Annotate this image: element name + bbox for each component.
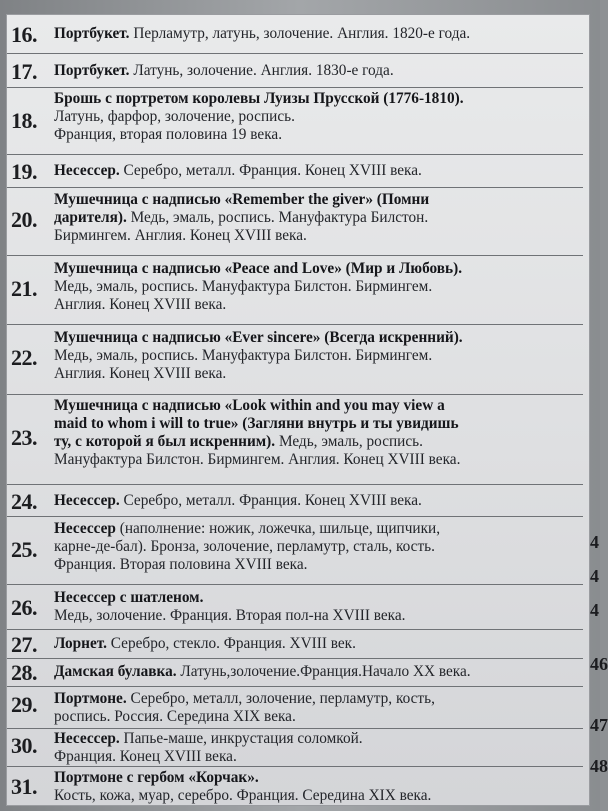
item-number: 31. bbox=[11, 774, 37, 799]
item-title: Несессер с шатленом. bbox=[54, 589, 204, 606]
item-description: Англия. Конец XVIII века. bbox=[54, 365, 227, 382]
item-description: Франция. Конец XVIII века. bbox=[54, 748, 237, 765]
item-title: Несессер. bbox=[54, 492, 120, 509]
item-number: 19. bbox=[11, 159, 37, 184]
item-title: maid to whom i will to true» (Загляни внутрь и ты увидишь bbox=[54, 415, 459, 432]
list-item bbox=[7, 658, 583, 686]
item-title: Мушечница с надписью «Ever sincere» (Всегда искренний). bbox=[54, 329, 463, 346]
item-description: Латунь, золочение. Англия. 1830-е года. bbox=[133, 62, 394, 79]
list-item bbox=[7, 766, 583, 807]
item-number: 23. bbox=[11, 425, 37, 450]
adjacent-card-number: 4 bbox=[590, 600, 599, 620]
item-description: Медь, эмаль, роспись. bbox=[278, 433, 423, 450]
item-number: 18. bbox=[11, 108, 37, 133]
item-number: 25. bbox=[11, 537, 37, 562]
item-description: роспись. Россия. Середина XIX века. bbox=[54, 708, 296, 725]
item-title: Портбукет. bbox=[54, 25, 130, 42]
item-title: Портмоне с гербом «Корчак». bbox=[54, 769, 259, 786]
item-description: Франция, вторая половина 19 века. bbox=[54, 126, 283, 143]
item-description: (наполнение: ножик, ложечка, шильце, щипчики, bbox=[119, 520, 441, 537]
item-number: 26. bbox=[11, 595, 37, 620]
exhibit-label-card bbox=[6, 14, 590, 806]
item-description: Серебро, стекло. Франция. XVIII век. bbox=[110, 635, 356, 652]
item-title: Мушечница с надписью «Peace and Love» (Мир и Любовь). bbox=[54, 260, 463, 277]
item-description: Бирмингем. Англия. Конец XVIII века. bbox=[54, 227, 307, 244]
item-title: Несессер bbox=[54, 520, 116, 537]
item-title: Дамская булавка. bbox=[54, 663, 177, 680]
item-number: 22. bbox=[11, 345, 37, 370]
item-number: 28. bbox=[11, 660, 37, 685]
item-description: Медь, эмаль, роспись. Мануфактура Билстон. Бирмингем. bbox=[54, 278, 433, 295]
item-number: 17. bbox=[11, 59, 37, 84]
list-item bbox=[7, 15, 583, 53]
item-title: Лорнет. bbox=[54, 635, 107, 652]
adjacent-card-number: 48 bbox=[590, 756, 608, 776]
list-item bbox=[7, 584, 583, 629]
item-description: Перламутр, латунь, золочение. Англия. 1820-е года. bbox=[133, 25, 471, 42]
item-description: Мануфактура Билстон. Бирмингем. Англия. Конец XVIII века. bbox=[54, 451, 461, 468]
list-item bbox=[7, 87, 583, 154]
item-description: Медь, золочение. Франция. Вторая пол-на XVIII века. bbox=[54, 607, 406, 624]
list-item bbox=[7, 686, 583, 728]
list-item bbox=[7, 728, 583, 766]
item-number: 24. bbox=[11, 489, 37, 514]
adjacent-card-number: 46 bbox=[590, 654, 608, 674]
item-title: Несессер. bbox=[54, 730, 120, 747]
list-item bbox=[7, 187, 583, 255]
list-item bbox=[7, 53, 583, 87]
item-number: 27. bbox=[11, 632, 37, 657]
item-title: Портмоне. bbox=[54, 690, 127, 707]
item-description: Серебро, металл. Франция. Конец XVIII века. bbox=[123, 162, 422, 179]
list-item bbox=[7, 484, 583, 516]
item-description: Серебро, металл, золочение, перламутр, кость, bbox=[130, 690, 435, 707]
list-item bbox=[7, 154, 583, 187]
item-description: Англия. Конец XVIII века. bbox=[54, 296, 227, 313]
item-description: Медь, эмаль, роспись. Мануфактура Билстон. bbox=[130, 209, 429, 226]
item-number: 20. bbox=[11, 207, 37, 232]
item-title: Несессер. bbox=[54, 162, 120, 179]
item-title: Портбукет. bbox=[54, 62, 130, 79]
list-item bbox=[7, 629, 583, 658]
item-description: Серебро, металл. Франция. Конец XVIII века. bbox=[123, 492, 422, 509]
item-description: Латунь, фарфор, золочение, роспись. bbox=[54, 108, 295, 125]
item-number: 30. bbox=[11, 733, 37, 758]
item-title: Брошь с портретом королевы Луизы Прусской (1776-1810). bbox=[54, 90, 464, 107]
adjacent-card-number: 4 bbox=[590, 532, 599, 552]
list-item bbox=[7, 394, 583, 484]
item-description: Медь, эмаль, роспись. Мануфактура Билстон. Бирмингем. bbox=[54, 347, 433, 364]
item-description: Латунь,золочение.Франция.Начало XX века. bbox=[180, 663, 471, 680]
adjacent-card-number: 4 bbox=[590, 566, 599, 586]
item-number: 21. bbox=[11, 276, 37, 301]
item-number: 16. bbox=[11, 22, 37, 47]
item-description: Папье-маше, инкрустация соломкой. bbox=[123, 730, 363, 747]
item-description: карне-де-бал). Бронза, золочение, перламутр, сталь, кость. bbox=[54, 538, 435, 555]
item-description: Кость, кожа, муар, серебро. Франция. Середина XIX века. bbox=[54, 787, 432, 804]
item-number: 29. bbox=[11, 692, 37, 717]
list-item bbox=[7, 255, 583, 324]
item-title: ту, с которой я был искренним). bbox=[54, 433, 276, 450]
adjacent-card-number: 47 bbox=[590, 715, 608, 735]
item-description: Франция. Вторая половина XVIII века. bbox=[54, 556, 308, 573]
item-title: Мушечница с надписью «Look within and you may view a bbox=[54, 397, 445, 414]
item-title: Мушечница с надписью «Remember the giver» (Помни bbox=[54, 191, 430, 208]
list-item bbox=[7, 516, 583, 584]
list-item bbox=[7, 324, 583, 394]
item-title: дарителя). bbox=[54, 209, 127, 226]
